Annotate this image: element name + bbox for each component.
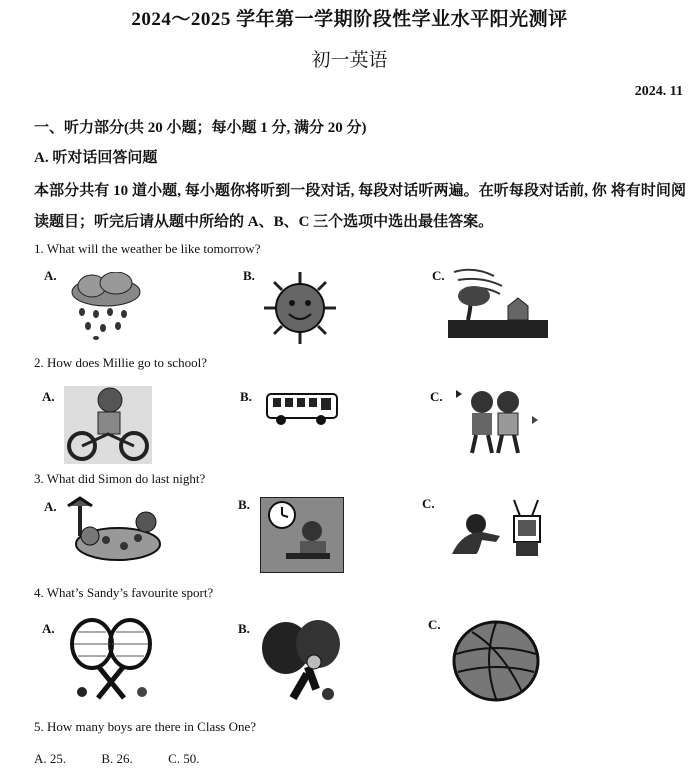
bus-icon — [265, 392, 339, 426]
watching-tv-icon — [448, 498, 546, 562]
paper-subtitle: 初一英语 — [311, 50, 388, 71]
question-2: 2. How does Millie go to school? — [34, 355, 207, 370]
studying-at-desk-icon — [260, 497, 344, 573]
q1-option-a: A. — [44, 268, 57, 283]
table-tennis-icon — [256, 618, 344, 704]
part-a-heading: A. 听对话回答问题 — [34, 150, 158, 166]
rain-cloud-icon — [66, 272, 146, 340]
windy-tree-icon — [448, 266, 548, 338]
q1-option-c: C. — [432, 268, 445, 283]
q2-option-b: B. — [240, 389, 252, 404]
question-4: 4. What’s Sandy’s favourite sport? — [34, 585, 214, 600]
q1-option-b: B. — [243, 268, 255, 283]
instructions: 本部分共有 10 道小题, 每小题你将听到一段对话, 每段对话听两遍。在听每段对话前, 你 将有时间阅读题目；听完后请从题中所给的 A、B、C 三个选项中选出最佳答案。 — [34, 183, 686, 230]
q3-option-b: B. — [238, 497, 250, 512]
q2-option-c: C. — [430, 389, 443, 404]
volleyball-icon — [452, 620, 540, 702]
q4-option-b: B. — [238, 621, 250, 636]
exam-date: 2024. 11 — [634, 84, 683, 99]
q5-answer-b: B. 26. — [101, 751, 133, 766]
q4-option-c: C. — [428, 617, 441, 632]
q5-answer-a: A. 25. — [34, 751, 67, 766]
walking-children-icon — [452, 386, 544, 456]
question-1: 1. What will the weather be like tomorrow? — [34, 241, 261, 256]
q3-option-a: A. — [44, 499, 57, 514]
sun-face-icon — [262, 270, 338, 346]
section-heading: 一、听力部分(共 20 小题；每小题 1 分, 满分 20 分) — [34, 120, 367, 136]
q4-option-a: A. — [42, 621, 55, 636]
q3-option-c: C. — [422, 496, 435, 511]
bicycle-boy-icon — [64, 386, 152, 464]
q2-option-a: A. — [42, 389, 55, 404]
question-3: 3. What did Simon do last night? — [34, 471, 206, 486]
question-5: 5. How many boys are there in Class One? — [34, 719, 257, 734]
tennis-rackets-icon — [64, 618, 160, 702]
sleeping-in-bed-icon — [66, 496, 162, 566]
q5-answer-c: C. 50. — [168, 751, 200, 766]
paper-title: 2024～2025 学年第一学期阶段性学业水平阳光测评 — [131, 9, 568, 30]
q5-answers — [34, 751, 231, 767]
